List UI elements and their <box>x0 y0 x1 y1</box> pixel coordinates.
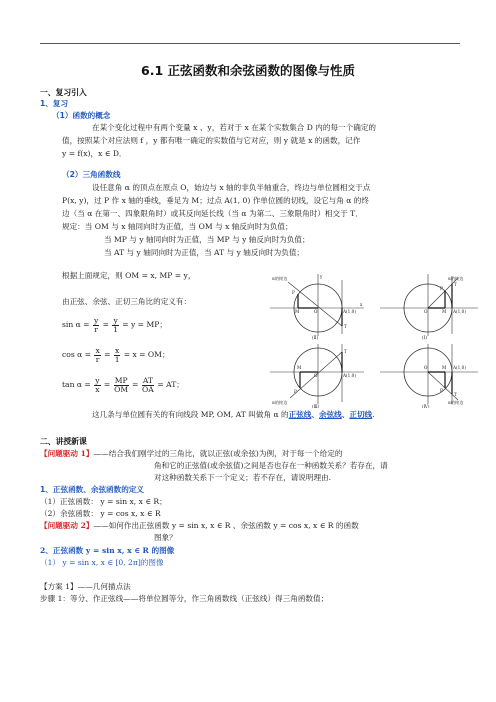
concept-text: 在某个变化过程中有两个变量 x 、y，若对于 x 在某个实数集合 D 内的每一个确定的 <box>92 123 377 132</box>
figure-label: α的终边 <box>448 400 464 405</box>
concept-heading: （1）函数的概念 <box>52 111 111 120</box>
figure-point-label: P <box>292 290 295 295</box>
figure-point-label: y <box>320 274 323 279</box>
figure-point-label: M <box>442 309 447 314</box>
cos-formula: cos α = $\frac{x}{r}$ = $\frac{x}{1}$ = x = OM； <box>62 345 170 364</box>
page-title: 6.1 正弦函数和余弦函数的图像与性质 <box>141 63 355 78</box>
figure-point-label: A(1,0) <box>343 309 356 314</box>
figure-quadrant-3 <box>270 344 364 408</box>
figure-label: α的终边 <box>272 276 288 281</box>
question-1: 【问题驱动 1】——结合我们刚学过的三角比，就以正弦(或余弦)为例，对于每一个给定的 <box>40 449 343 458</box>
unit-circle-figures <box>268 272 486 408</box>
figure-quadrant-4 <box>380 344 478 408</box>
figure-point-label: O <box>424 309 428 314</box>
figure-point-label: T <box>454 282 457 287</box>
figure-point-label: O <box>424 365 428 370</box>
sine-graph-heading: 2、正弦函数 y = sin x, x ∈ R 的图像 <box>40 546 175 555</box>
figure-label: α的终边 <box>448 276 464 281</box>
figure-caption: (Ⅱ) <box>312 335 319 340</box>
figure-point-label: P <box>294 389 297 394</box>
figure-point-label: A(1,0) <box>453 365 466 370</box>
header-rule <box>40 43 460 44</box>
step-line: 步骤 1：等分、作正弦线——将单位圆等分，作三角函数线（正弦线）得三角函数值； <box>40 594 329 603</box>
figure-point-label: P <box>440 388 443 393</box>
trig-text: 设任意角 α 的顶点在原点 O，始边与 x 轴的非负半轴重合，终边与单位圆相交于点 <box>92 183 371 192</box>
sine-graph-subheading: （1） y = sin x, x ∈ [0, 2π]的图像 <box>40 558 164 567</box>
trig-text: 边（当 α 在第一、四象限角时）或其反向延长线（当 α 为第二、三象限角时）相交于 T． <box>62 209 363 218</box>
subheading-review: 1、复习 <box>40 99 69 108</box>
cosine-line-term: 余弦线 <box>318 410 342 419</box>
concept-text: 值，按照某个对应法则 f ，y 都有唯一确定的实数值与它对应，则 y 就是 x 的函数，记作 <box>62 136 361 145</box>
figure-caption: (Ⅳ) <box>422 404 430 408</box>
question-1-text: 角和它的正弦值(或余弦值)之间是否也存在一种函数关系？若存在，请 <box>154 461 388 470</box>
figure-quadrant-2 <box>270 274 364 340</box>
section-heading-review: 一、复习引入 <box>40 88 87 97</box>
plan-line: 【方案 1】——几何描点法 <box>40 582 131 591</box>
figure-label: α的终边 <box>272 400 288 405</box>
tan-formula: tan α = $\frac{y}{x}$ = $\frac{MP}{OM}$ = $\frac{AT}{OA}$ = AT； <box>62 375 184 394</box>
figure-quadrant-1 <box>380 274 478 340</box>
sine-function-definition: （1）正弦函数： y = sin x, x ∈ R； <box>40 497 167 506</box>
rule-text: 当 MP 与 y 轴同向时为正值，当 MP 与 y 轴反向时为负值； <box>104 235 310 244</box>
question-1-text: 对这种函数关系下一个定义；若不存在，请说明理由. <box>154 473 332 482</box>
figure-point-label: T <box>344 349 347 354</box>
question-2-tag: 【问题驱动 2】 <box>40 521 94 530</box>
figure-point-label: A(1,0) <box>453 309 466 314</box>
definition-heading: 1、正弦函数、余弦函数的定义 <box>40 485 145 494</box>
rule-text: 规定：当 OM 与 x 轴同向时为正值，当 OM 与 x 轴反向时为负值； <box>62 222 293 231</box>
tangent-line-term: 正切线 <box>349 410 373 419</box>
figure-point-label: T <box>454 392 457 397</box>
rule-text: 当 AT 与 y 轴同向时为正值，当 AT 与 y 轴反向时为负值； <box>104 248 305 257</box>
trig-lines-heading: （2）三角函数线 <box>62 170 121 179</box>
section-heading-lecture: 二、讲授新课 <box>40 437 87 446</box>
sin-formula: sin α = $\frac{y}{r}$ = $\frac{y}{1}$ = y = MP； <box>62 315 167 334</box>
figure-point-label: P <box>440 286 443 291</box>
question-2: 【问题驱动 2】——如何作出正弦函数 y = sin x, x ∈ R 、余弦函数 y = cos x, x ∈ R 的函数 <box>40 521 359 530</box>
question-2-text: 图象？ <box>154 533 177 542</box>
concept-text: y = f(x)，x ∈ D． <box>62 149 127 158</box>
figure-caption: (Ⅲ) <box>312 404 320 408</box>
cosine-function-definition: （2）余弦函数： y = cos x, x ∈ R <box>40 509 161 518</box>
figure-point-label: A(1,0) <box>343 373 356 378</box>
figure-point-label: M <box>297 365 302 370</box>
figure-point-label: M <box>295 309 300 314</box>
figure-point-label: x <box>360 302 363 307</box>
definition-intro: 由正弦、余弦、正切三角比的定义有： <box>62 297 192 306</box>
figure-point-label: O <box>314 373 318 378</box>
trig-text: P(x, y)，过 P 作 x 轴的垂线，垂足为 M；过点 A(1, 0) 作单位圆的切线，设它与角 α 的终 <box>62 196 369 205</box>
figure-point-label: T <box>344 324 347 329</box>
figure-caption: (Ⅰ) <box>422 335 427 340</box>
figure-point-label: O <box>314 309 318 314</box>
question-1-tag: 【问题驱动 1】 <box>40 449 94 458</box>
rule-result: 根据上面规定，则 OM = x, MP = y， <box>62 271 196 280</box>
figure-point-label: M <box>442 365 447 370</box>
sine-line-term: 正弦线 <box>288 410 312 419</box>
trig-line-summary: 这几条与单位圆有关的有向线段 MP, OM, AT 叫做角 α 的正弦线、余弦线、正切线. <box>92 410 375 419</box>
